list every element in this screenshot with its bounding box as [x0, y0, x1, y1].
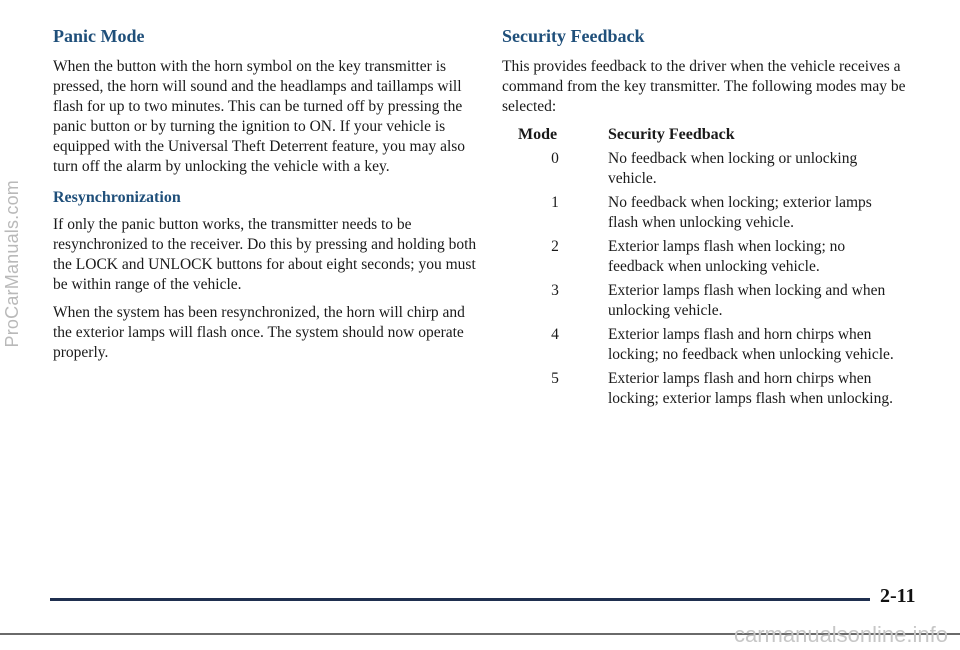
table-row	[502, 325, 912, 365]
mode-table-header	[502, 125, 912, 145]
left-column	[53, 26, 478, 371]
resync-paragraph-2: When the system has been resynchronized, the horn will chirp and the exterior lamps will flash once. The system should now operate properly.	[53, 304, 465, 361]
footer-watermark: carmanualsonline.info	[733, 622, 948, 647]
panic-mode-paragraph: When the button with the horn symbol on the key transmitter is pressed, the horn will sound and the headlamps and taillamps will flash for up to two minutes. This can be turned off by pressing the panic button or by turning the ignition to ON. If your vehicle is equipped with the Universal Theft Deterrent feature, you may also turn off the alarm by unlocking the vehicle with a key.	[53, 58, 466, 175]
resync-paragraph-1: If only the panic button works, the transmitter needs to be resynchronized to the receiver. Do this by pressing and holding both the LOCK and UNLOCK buttons for about eight seconds; you must be within range of the vehicle.	[53, 216, 477, 293]
mode-column-header: Mode	[518, 126, 558, 143]
table-row	[502, 281, 912, 321]
mode-description: Exterior lamps flash when locking and when unlocking vehicle.	[608, 282, 886, 319]
mode-table	[502, 125, 912, 409]
mode-description: Exterior lamps flash when locking; no feedback when unlocking vehicle.	[608, 238, 846, 275]
mode-number: 4	[551, 326, 559, 343]
feedback-column-header: Security Feedback	[608, 126, 735, 143]
page-number: 2-11	[880, 585, 916, 607]
mode-number: 3	[551, 282, 559, 299]
mode-description: No feedback when locking or unlocking vehicle.	[608, 150, 858, 187]
mode-number: 1	[551, 194, 559, 211]
mode-number: 0	[551, 150, 559, 167]
table-row	[502, 149, 912, 189]
security-feedback-heading: Security Feedback	[502, 26, 645, 46]
right-column	[502, 26, 912, 413]
mode-description: Exterior lamps flash and horn chirps when locking; exterior lamps flash when unlocking.	[608, 370, 893, 407]
side-watermark: ProCarManuals.com	[2, 180, 22, 348]
mode-number: 2	[551, 238, 559, 255]
table-row	[502, 193, 912, 233]
table-row	[502, 369, 912, 409]
mode-description: No feedback when locking; exterior lamps flash when unlocking vehicle.	[608, 194, 872, 231]
mode-number: 5	[551, 370, 559, 387]
resync-heading: Resynchronization	[53, 189, 181, 206]
panic-mode-heading: Panic Mode	[53, 26, 145, 46]
mode-description: Exterior lamps flash and horn chirps when locking; no feedback when unlocking vehicle.	[608, 326, 894, 363]
page-rule	[50, 598, 870, 601]
table-row	[502, 237, 912, 277]
security-feedback-intro: This provides feedback to the driver when the vehicle receives a command from the key transmitter. The following modes may be selected:	[502, 58, 906, 115]
